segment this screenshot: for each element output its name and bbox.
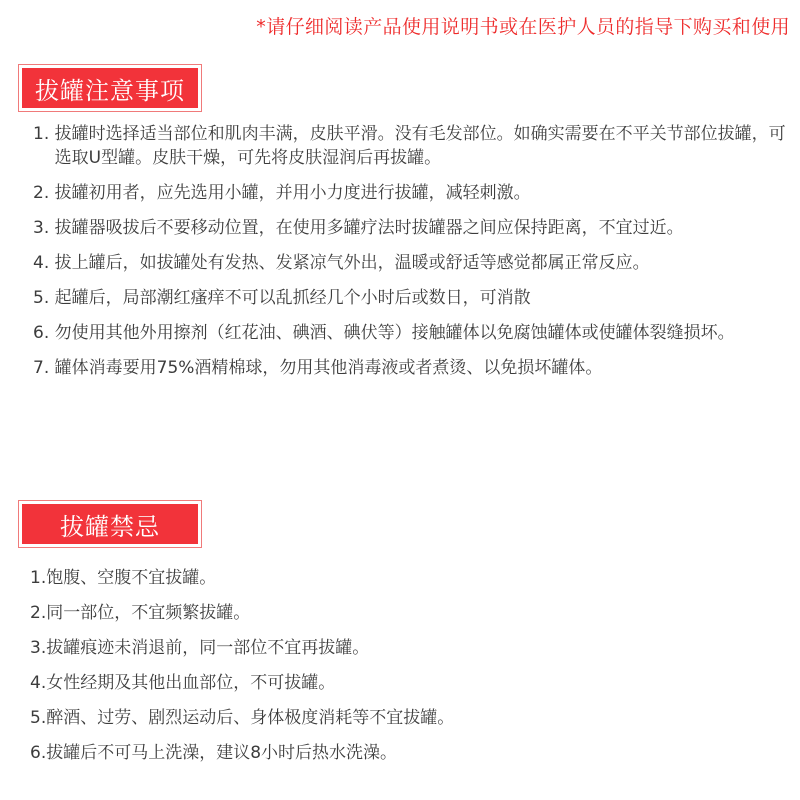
item-number: 2. xyxy=(30,603,47,623)
item-text: 拔上罐后，如拔罐处有发热、发紧凉气外出，温暖或舒适等感觉都属正常反应。 xyxy=(54,253,650,273)
item-number: 1. xyxy=(30,568,47,588)
item-number: 6. xyxy=(33,323,55,343)
item-text: 醉酒、过劳、剧烈运动后、身体极度消耗等不宜拔罐。 xyxy=(46,708,455,728)
list-item xyxy=(33,356,790,380)
list-item xyxy=(30,601,790,625)
section-header-contraindications xyxy=(18,500,202,548)
item-text: 女性经期及其他出血部位，不可拔罐。 xyxy=(46,673,336,693)
item-number: 4. xyxy=(30,673,47,693)
item-number: 7. xyxy=(33,358,55,378)
item-text: 勿使用其他外用擦剂（红花油、碘酒、碘伏等）接触罐体以免腐蚀罐体或使罐体裂缝损坏。 xyxy=(54,323,735,343)
usage-notice: *请仔细阅读产品使用说明书或在医护人员的指导下购买和使用 xyxy=(256,16,790,38)
item-number: 4. xyxy=(33,253,55,273)
list-item xyxy=(30,671,790,695)
item-number: 5. xyxy=(30,708,47,728)
item-number: 3. xyxy=(30,638,47,658)
list-item xyxy=(30,741,790,765)
item-number: 3. xyxy=(33,218,55,238)
section-header-precautions xyxy=(18,64,202,112)
contraindications-list xyxy=(30,566,790,776)
item-text: 罐体消毒要用75%酒精棉球，勿用其他消毒液或者煮烫、以免损坏罐体。 xyxy=(54,358,603,378)
list-item xyxy=(30,566,790,590)
item-number: 5. xyxy=(33,288,55,308)
item-text: 饱腹、空腹不宜拔罐。 xyxy=(46,568,217,588)
list-item xyxy=(33,216,790,240)
section-title-contraindications: 拔罐禁忌 xyxy=(22,504,198,544)
item-number: 2. xyxy=(33,183,55,203)
item-number: 6. xyxy=(30,743,47,763)
item-text: 拔罐初用者，应先选用小罐，并用小力度进行拔罐，减轻刺激。 xyxy=(54,183,531,203)
list-item xyxy=(30,636,790,660)
item-text: 拔罐后不可马上洗澡，建议8小时后热水洗澡。 xyxy=(46,743,398,763)
item-text: 拔罐时选择适当部位和肌肉丰满，皮肤平滑。没有毛发部位。如确实需要在不平关节部位拔罐，可选取U型罐。皮肤干燥，可先将皮肤湿润后再拔罐。 xyxy=(54,124,786,168)
list-item xyxy=(33,321,790,345)
list-item xyxy=(30,706,790,730)
item-text: 拔罐痕迹未消退前，同一部位不宜再拔罐。 xyxy=(46,638,370,658)
list-item xyxy=(33,251,790,275)
item-text: 起罐后，局部潮红瘙痒不可以乱抓经几个小时后或数日，可消散 xyxy=(54,288,531,308)
list-item xyxy=(33,122,790,170)
item-text: 拔罐器吸拔后不要移动位置，在使用多罐疗法时拔罐器之间应保持距离，不宜过近。 xyxy=(54,218,684,238)
list-item xyxy=(33,181,790,205)
item-number: 1. xyxy=(33,124,55,144)
precautions-list xyxy=(33,122,790,391)
list-item xyxy=(33,286,790,310)
section-title-precautions: 拔罐注意事项 xyxy=(22,68,198,108)
item-text: 同一部位，不宜频繁拔罐。 xyxy=(46,603,251,623)
